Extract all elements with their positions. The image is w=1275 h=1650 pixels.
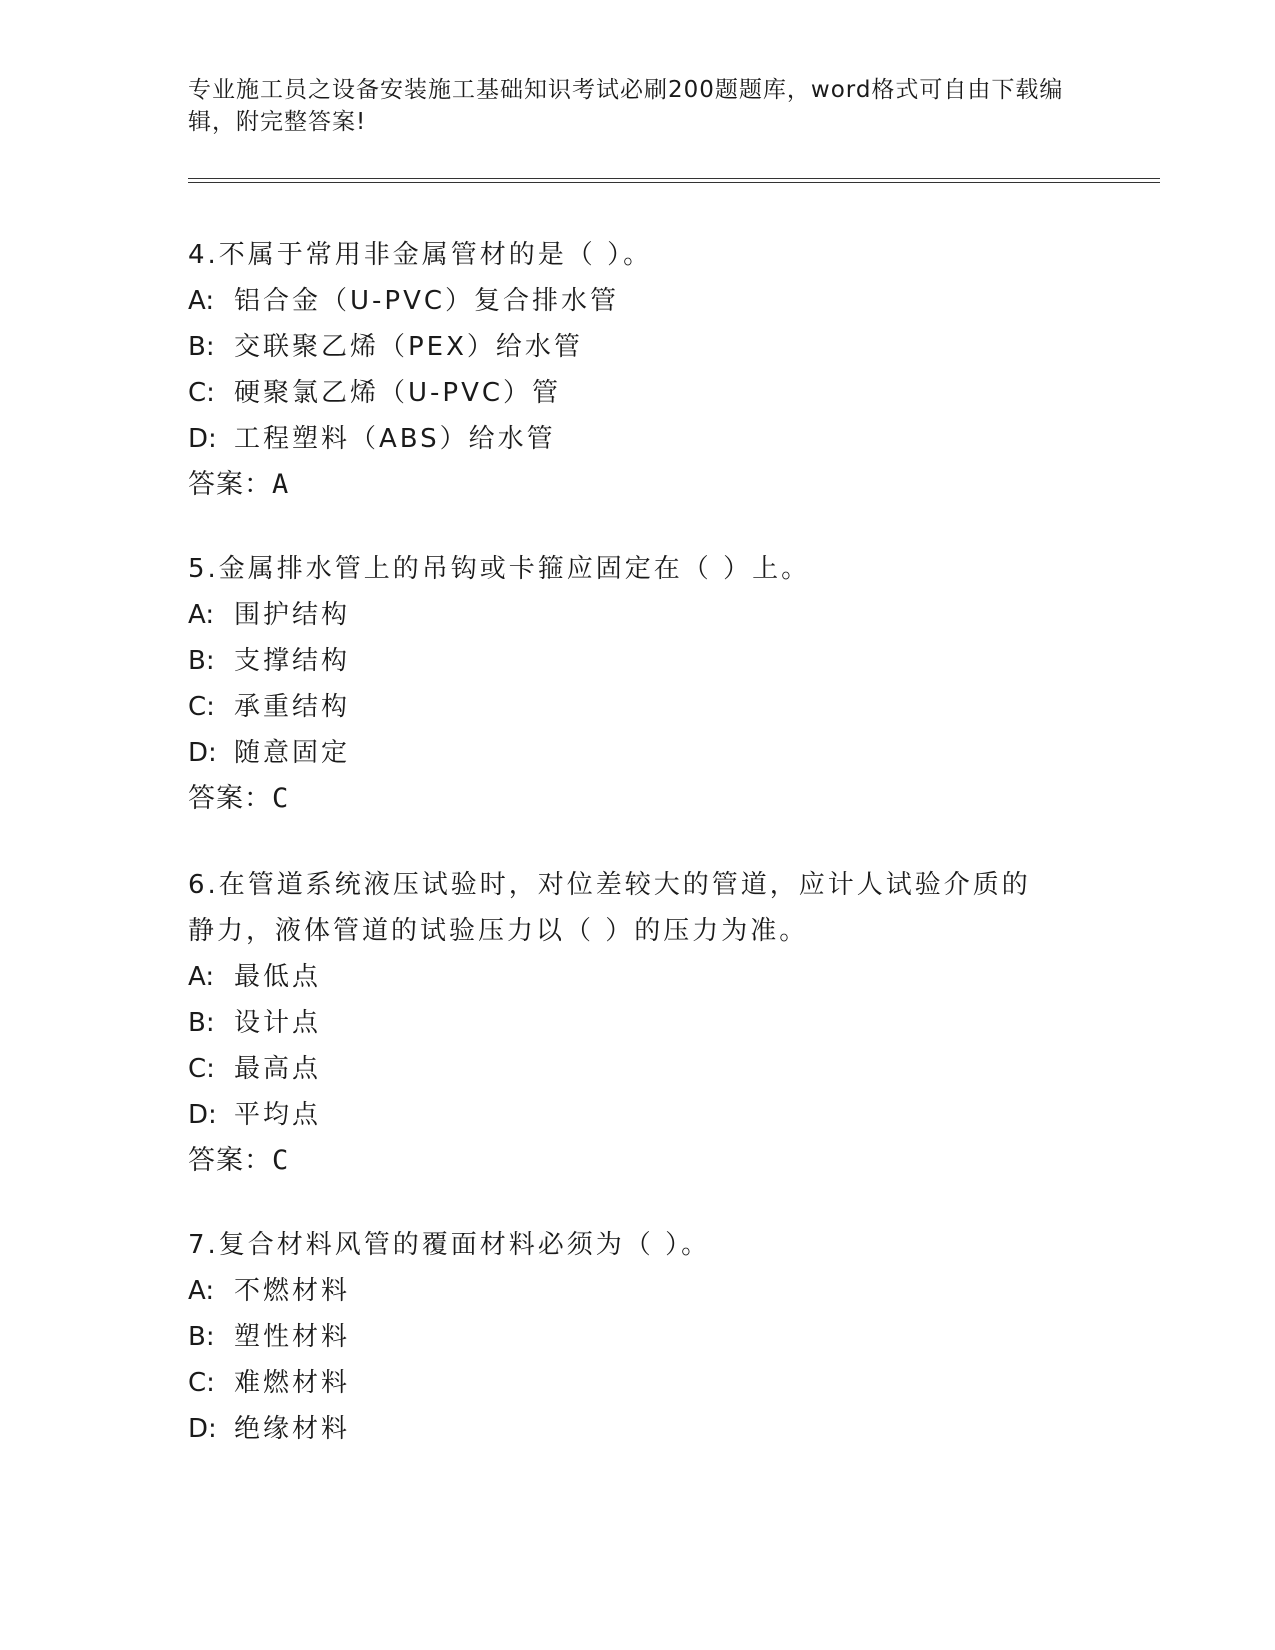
option-text: 最低点 xyxy=(234,962,322,992)
option-a xyxy=(188,278,1088,324)
question-block xyxy=(188,1222,1088,1452)
option-c xyxy=(188,1046,1048,1092)
question-stem: 4.不属于常用非金属管材的是（ ）。 xyxy=(188,240,653,270)
answer-label: 答案： xyxy=(188,469,272,500)
question-stem: 5.金属排水管上的吊钩或卡箍应固定在（ ）上。 xyxy=(188,554,811,584)
option-a xyxy=(188,592,1088,638)
option-c xyxy=(188,684,1088,730)
option-text: 交联聚乙烯（PEX）给水管 xyxy=(234,332,583,362)
option-text: 塑性材料 xyxy=(234,1322,351,1352)
answer-value: C xyxy=(272,1145,290,1176)
option-b xyxy=(188,638,1088,684)
option-text: 围护结构 xyxy=(234,600,351,630)
answer-label: 答案： xyxy=(188,783,272,814)
option-text: 不燃材料 xyxy=(234,1276,351,1306)
question-block xyxy=(188,862,1048,1184)
option-text: 绝缘材料 xyxy=(234,1414,351,1444)
option-text: 硬聚氯乙烯（U-PVC）管 xyxy=(234,378,562,408)
option-letter: C: xyxy=(188,378,215,408)
option-letter: C: xyxy=(188,692,215,722)
option-text: 随意固定 xyxy=(234,738,351,768)
option-d xyxy=(188,730,1088,776)
question-block xyxy=(188,232,1088,508)
question-stem: 6.在管道系统液压试验时，对位差较大的管道，应计人试验介质的静力，液体管道的试验压力以（ ）的压力为准。 xyxy=(188,870,1031,946)
answer-line xyxy=(188,462,1088,508)
document-title: 专业施工员之设备安装施工基础知识考试必刷200题题库，word格式可自由下载编辑，附完整答案! xyxy=(188,77,1064,135)
option-d xyxy=(188,1092,1048,1138)
option-letter: D: xyxy=(188,1100,217,1130)
option-d xyxy=(188,416,1088,462)
option-text: 最高点 xyxy=(234,1054,322,1084)
option-a xyxy=(188,1268,1088,1314)
option-text: 平均点 xyxy=(234,1100,322,1130)
question-block xyxy=(188,546,1088,822)
answer-label: 答案： xyxy=(188,1145,272,1176)
option-letter: A: xyxy=(188,962,215,992)
option-letter: B: xyxy=(188,1008,215,1038)
option-letter: A: xyxy=(188,600,215,630)
option-letter: B: xyxy=(188,332,215,362)
option-b xyxy=(188,1314,1088,1360)
option-letter: C: xyxy=(188,1054,215,1084)
option-b xyxy=(188,1000,1048,1046)
answer-line xyxy=(188,776,1088,822)
option-letter: D: xyxy=(188,1414,217,1444)
option-text: 承重结构 xyxy=(234,692,351,722)
question-stem: 7.复合材料风管的覆面材料必须为（ ）。 xyxy=(188,1230,711,1260)
option-c xyxy=(188,370,1088,416)
option-letter: D: xyxy=(188,424,217,454)
header-divider xyxy=(188,178,1160,183)
option-text: 铝合金（U-PVC）复合排水管 xyxy=(234,286,620,316)
answer-line xyxy=(188,1138,1048,1184)
answer-value: C xyxy=(272,783,290,814)
option-text: 设计点 xyxy=(234,1008,322,1038)
option-letter: D: xyxy=(188,738,217,768)
option-d xyxy=(188,1406,1088,1452)
option-b xyxy=(188,324,1088,370)
option-letter: A: xyxy=(188,1276,215,1306)
option-letter: A: xyxy=(188,286,215,316)
option-text: 支撑结构 xyxy=(234,646,351,676)
option-letter: C: xyxy=(188,1368,215,1398)
option-c xyxy=(188,1360,1088,1406)
option-letter: B: xyxy=(188,1322,215,1352)
option-text: 难燃材料 xyxy=(234,1368,351,1398)
option-text: 工程塑料（ABS）给水管 xyxy=(234,424,556,454)
answer-value: A xyxy=(272,469,290,500)
option-a xyxy=(188,954,1048,1000)
option-letter: B: xyxy=(188,646,215,676)
